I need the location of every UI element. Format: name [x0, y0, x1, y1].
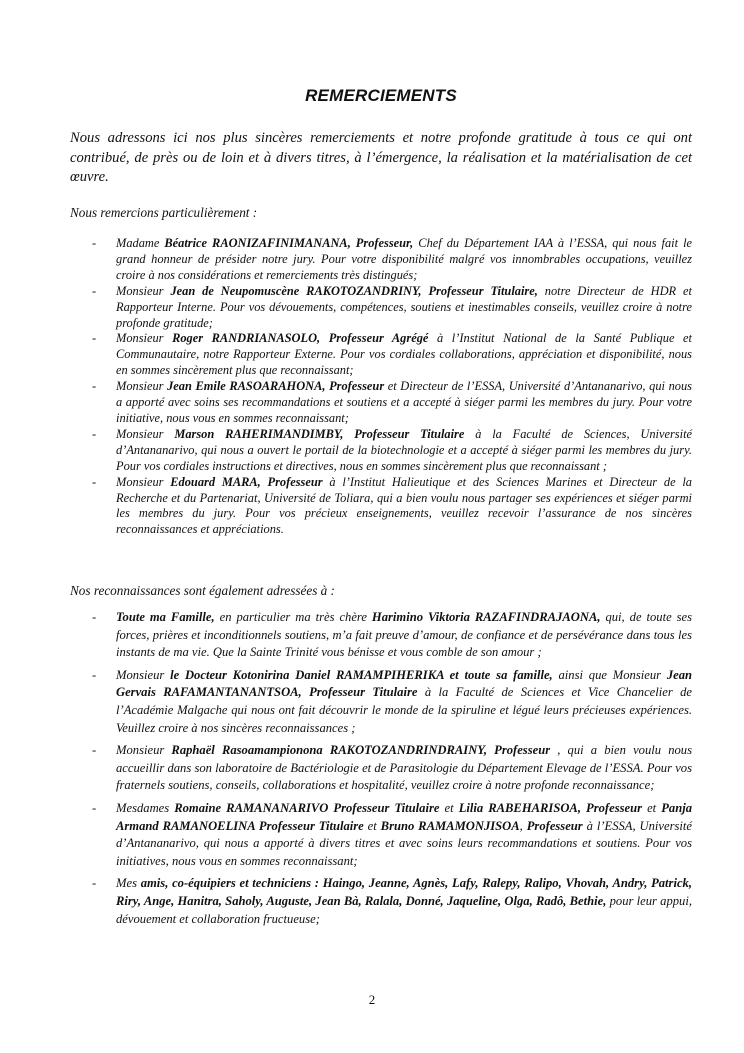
- list-item: - Monsieur le Docteur Kotonirina Daniel RAMAMPIHERIKA et toute sa famille, ainsi que Monsieur Jean Gervais RAFAMANTANANTSOA, Professeur Titulaire à la Faculté de Sciences et Vice Chancelier de l’Académie Malgache qui nous ont fait découvrir le monde de la spiruline et légué leurs précieuses expériences. Veuillez croire à nos sincères reconnaissances ;: [92, 667, 693, 735]
- section2-lead: Nos reconnaissances sont également adressées à :: [70, 583, 335, 598]
- list-item: - Mesdames Romaine RAMANANARIVO Professeur Titulaire et Lilia RABEHARISOA, Professeur et Panja Armand RAMANOELINA Professeur Titulaire et Bruno RAMAMONJISOA, Professeur à l’ESSA, Université d’Antananarivo, qui nous a apporté à divers titres et avec soins leurs recommandations et soutiens. Pour vos initiatives, nous vous en sommes reconnaissant;: [92, 800, 693, 868]
- intro-paragraph: Nous adressons ici nos plus sincères remerciements et notre profonde gratitude à tous ce qui ont contribué, de près ou de loin et à divers titres, à l’émergence, la réalisation et la matérialisation de cet œuvre.: [70, 130, 692, 186]
- section2-list: [70, 609, 692, 933]
- list-item: - Monsieur Edouard MARA, Professeur à l’Institut Halieutique et des Sciences Marines et Directeur de la Recherche et du Partenariat, Université de Toliara, qui a bien voulu nous partager ses expériences et siéger parmi les membres du jury. Pour vos précieux enseignements, veuillez recevoir l’assurance de nos sincères reconnaissances et appréciations.: [92, 474, 692, 537]
- list-item: - Madame Béatrice RAONIZAFINIMANANA, Professeur, Chef du Département IAA à l’ESSA, qui nous fait le grand honneur de présider notre jury. Pour votre disponibilité malgré vos innombrables occupations, veuillez croire à nos considérations et remerciements très distingués;: [92, 236, 693, 282]
- list-item: - Monsieur Raphaël Rasoamampionona RAKOTOZANDRINDRAINY, Professeur , qui a bien voulu nous accueillir dans son laboratoire de Bactériologie et de Parasitologie du Département Elevage de l’ESSA. Pour vos fraternels soutiens, conseils, collaborations et hospitalité, veuillez croire à notre profonde reconnaissance;: [92, 743, 692, 793]
- list-item: - Monsieur Roger RANDRIANASOLO, Professeur Agrégé à l’Institut National de la Santé Publique et Communautaire, notre Rapporteur Externe. Pour vos cordiales collaborations, appréciation et disponibilité, nous en sommes sincèrement plus que reconnaissant;: [92, 331, 692, 378]
- section1-lead: Nous remercions particulièrement :: [70, 205, 258, 220]
- section1-list: [70, 236, 692, 538]
- list-item: - Monsieur Marson RAHERIMANDIMBY, Professeur Titulaire à la Faculté de Sciences, Université d’Antananarivo, qui nous a ouvert le portail de la biotechnologie et a accepté à siéger parmi les membres du jury. Pour vos cordiales instructions et directives, nous en sommes sincèrement plus que reconnaissant ;: [92, 426, 693, 473]
- list-item: - Mes amis, co-équipiers et techniciens : Haingo, Jeanne, Agnès, Lafy, Ralepy, Ralipo, Vhovah, Andry, Patrick, Riry, Ange, Hanitra, Saholy, Auguste, Jean Bà, Ralala, Donné, Jaqueline, Olga, Radô, Bethie, pour leur appui, dévouement et collaboration fructueuse;: [92, 876, 692, 926]
- list-item: - Monsieur Jean de Neupomuscène RAKOTOZANDRINY, Professeur Titulaire, notre Directeur de HDR et Rapporteur Interne. Pour vos dévouements, compétences, soutiens et inestimables conseils, veuillez croire à notre profonde gratitude;: [92, 283, 692, 330]
- page-title: REMERCIEMENTS: [305, 86, 457, 105]
- page-number: 2: [368, 992, 376, 1007]
- list-item: - Toute ma Famille, en particulier ma très chère Harimino Viktoria RAZAFINDRAJAONA, qui, de toute ses forces, prières et inconditionnels soutiens, m’a fait preuve d’amour, de confiance et de persévérance dans tous les instants de ma vie. Que la Sainte Trinité vous bénisse et vous comble de son amour ;: [92, 610, 693, 660]
- list-item: - Monsieur Jean Emile RASOARAHONA, Professeur et Directeur de l’ESSA, Université d’Antananarivo, qui nous a apporté avec soins ses recommandations et soutiens et a accepté à siéger parmi les membres du jury. Pour votre initiative, nous vous en sommes reconnaissant;: [92, 379, 692, 425]
